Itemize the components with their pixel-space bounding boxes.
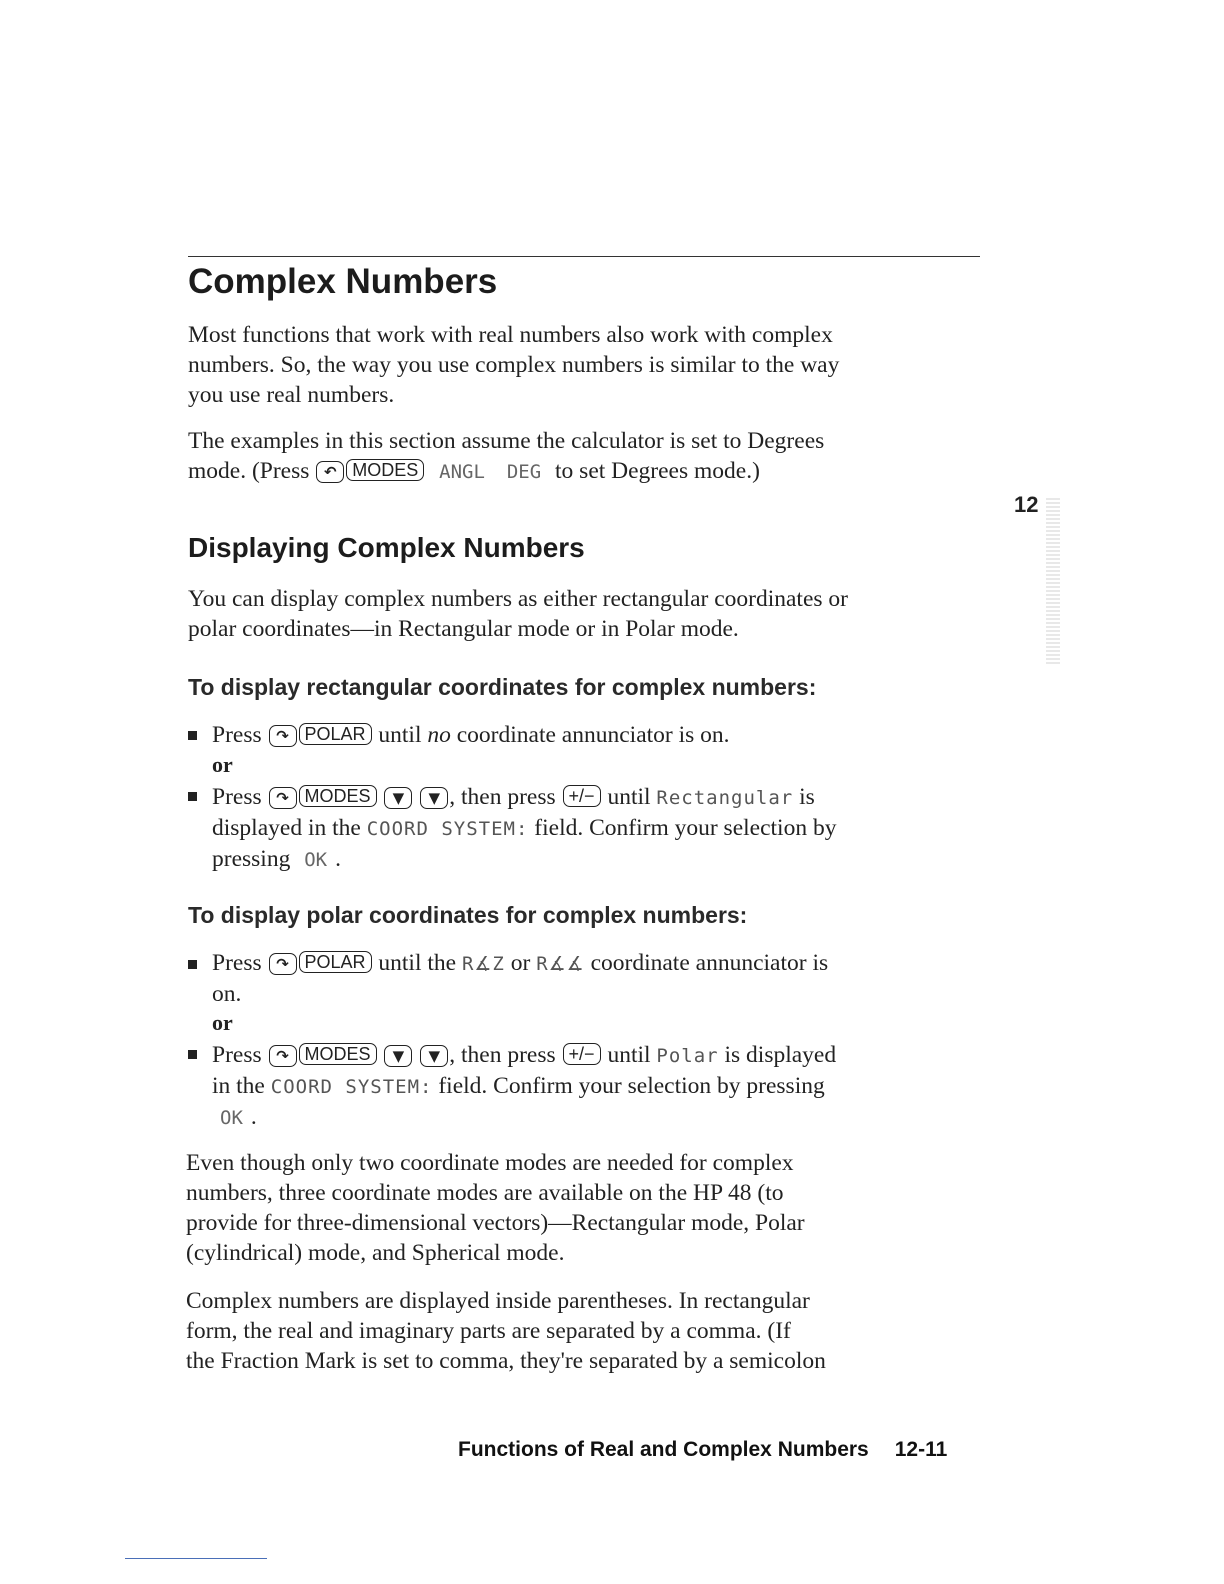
text: Press [212,722,262,748]
down-arrow-key-icon: ▼ [384,787,412,809]
text: Press [212,784,262,810]
text: no [427,722,451,748]
text: pressing [212,846,291,872]
right-shift-key-icon: ↷ [269,953,297,975]
text: . [335,846,341,872]
lcd-r-angle-angle: R∡∡ [536,953,585,975]
text: is displayed [724,1042,837,1068]
rect-bullet-2 [212,782,836,875]
text: , then press [449,784,556,810]
lcd-rectangular: Rectangular [656,787,794,809]
polar-key: POLAR [299,723,372,745]
down-arrow-key-icon: ▼ [420,787,448,809]
bullet-icon [188,1050,197,1059]
top-rule [188,256,980,257]
or-label: or [212,1010,233,1035]
intro-line: you use real numbers. [188,382,395,408]
degrees-line: mode. (Press [188,458,310,484]
polar-bullet-2 [212,1040,836,1133]
modes-key: MODES [299,785,377,807]
ok-softkey: OK [304,849,328,871]
coordinate-modes-paragraph [186,1148,805,1268]
rect-bullet-1 [212,720,730,750]
down-arrow-key-icon: ▼ [384,1045,412,1067]
degrees-line: The examples in this section assume the calculator is set to Degrees [188,428,825,454]
text: in the [212,1073,265,1099]
footer-title: Functions of Real and Complex Numbers [458,1438,869,1461]
text: Press [212,950,262,976]
text: , then press [449,1042,556,1068]
paragraph-line: numbers, three coordinate modes are available on the HP 48 (to [186,1180,784,1206]
page-number: 12-11 [894,1438,948,1461]
degrees-paragraph [188,426,824,487]
right-shift-key-icon: ↷ [269,1045,297,1067]
section-line: You can display complex numbers as either rectangular coordinates or [188,586,848,612]
lcd-r-angle-z: R∡Z [461,953,505,975]
ok-softkey: OK [220,1107,243,1129]
polar-heading: To display polar coordinates for complex numbers: [188,902,748,928]
intro-line: Most functions that work with real numbers also work with complex [188,322,833,348]
paragraph-line: form, the real and imaginary parts are separated by a comma. (If [186,1318,791,1344]
rect-heading: To display rectangular coordinates for complex numbers: [188,674,817,700]
text: Press [212,1042,262,1068]
plus-minus-key: +/− [563,1043,601,1065]
polar-bullet-1 [212,948,828,1009]
bullet-icon [188,792,197,801]
lcd-polar: Polar [656,1045,719,1067]
bullet-icon [188,731,197,740]
polar-key: POLAR [299,951,372,973]
right-shift-key-icon: ↷ [269,725,297,747]
text: coordinate annunciator is on. [456,722,730,748]
intro-paragraph [188,320,839,410]
text: coordinate annunciator is [590,950,829,976]
lcd-coord-system: COORD SYSTEM: [270,1076,433,1098]
left-shift-key-icon: ↶ [316,461,344,483]
chapter-tab: 12 [1014,492,1039,517]
plus-minus-key: +/− [563,785,601,807]
chapter-tab-marker [1046,496,1060,664]
down-arrow-key-icon: ▼ [420,1045,448,1067]
paragraph-line: Complex numbers are displayed inside parentheses. In rectangular [186,1288,810,1314]
bullet-icon [188,960,197,969]
text: is [799,784,815,810]
paragraph-line: the Fraction Mark is set to comma, they're separated by a semicolon [186,1348,826,1374]
or-label: or [212,752,233,777]
text: until [378,722,422,748]
text: on. [212,981,242,1007]
page-title: Complex Numbers [188,262,498,301]
paragraph-line: provide for three-dimensional vectors)—Rectangular mode, Polar [186,1210,805,1236]
paragraph-line: Even though only two coordinate modes are needed for complex [186,1150,794,1176]
section-title: Displaying Complex Numbers [188,532,585,563]
text: field. Confirm your selection by [534,815,837,841]
modes-key: MODES [299,1043,377,1065]
parentheses-paragraph [186,1286,826,1376]
lcd-coord-system: COORD SYSTEM: [366,818,529,840]
text: until [607,1042,651,1068]
text: until [607,784,651,810]
deg-softkey: DEG [506,461,542,483]
text: . [250,1104,257,1130]
degrees-line: to set Degrees mode.) [555,458,760,484]
text: until the [378,950,457,976]
text: or [510,950,531,976]
paragraph-line: (cylindrical) mode, and Spherical mode. [186,1240,565,1266]
modes-key: MODES [346,459,424,481]
angl-softkey: ANGL [439,461,485,483]
section-line: polar coordinates—in Rectangular mode or in Polar mode. [188,616,739,642]
page-footer [458,1438,947,1462]
intro-line: numbers. So, the way you use complex numbers is similar to the way [188,352,840,378]
bottom-rule [125,1558,267,1559]
section-paragraph [188,584,848,644]
text: displayed in the [212,815,361,841]
text: field. Confirm your selection by pressing [438,1073,825,1099]
right-shift-key-icon: ↷ [269,787,297,809]
